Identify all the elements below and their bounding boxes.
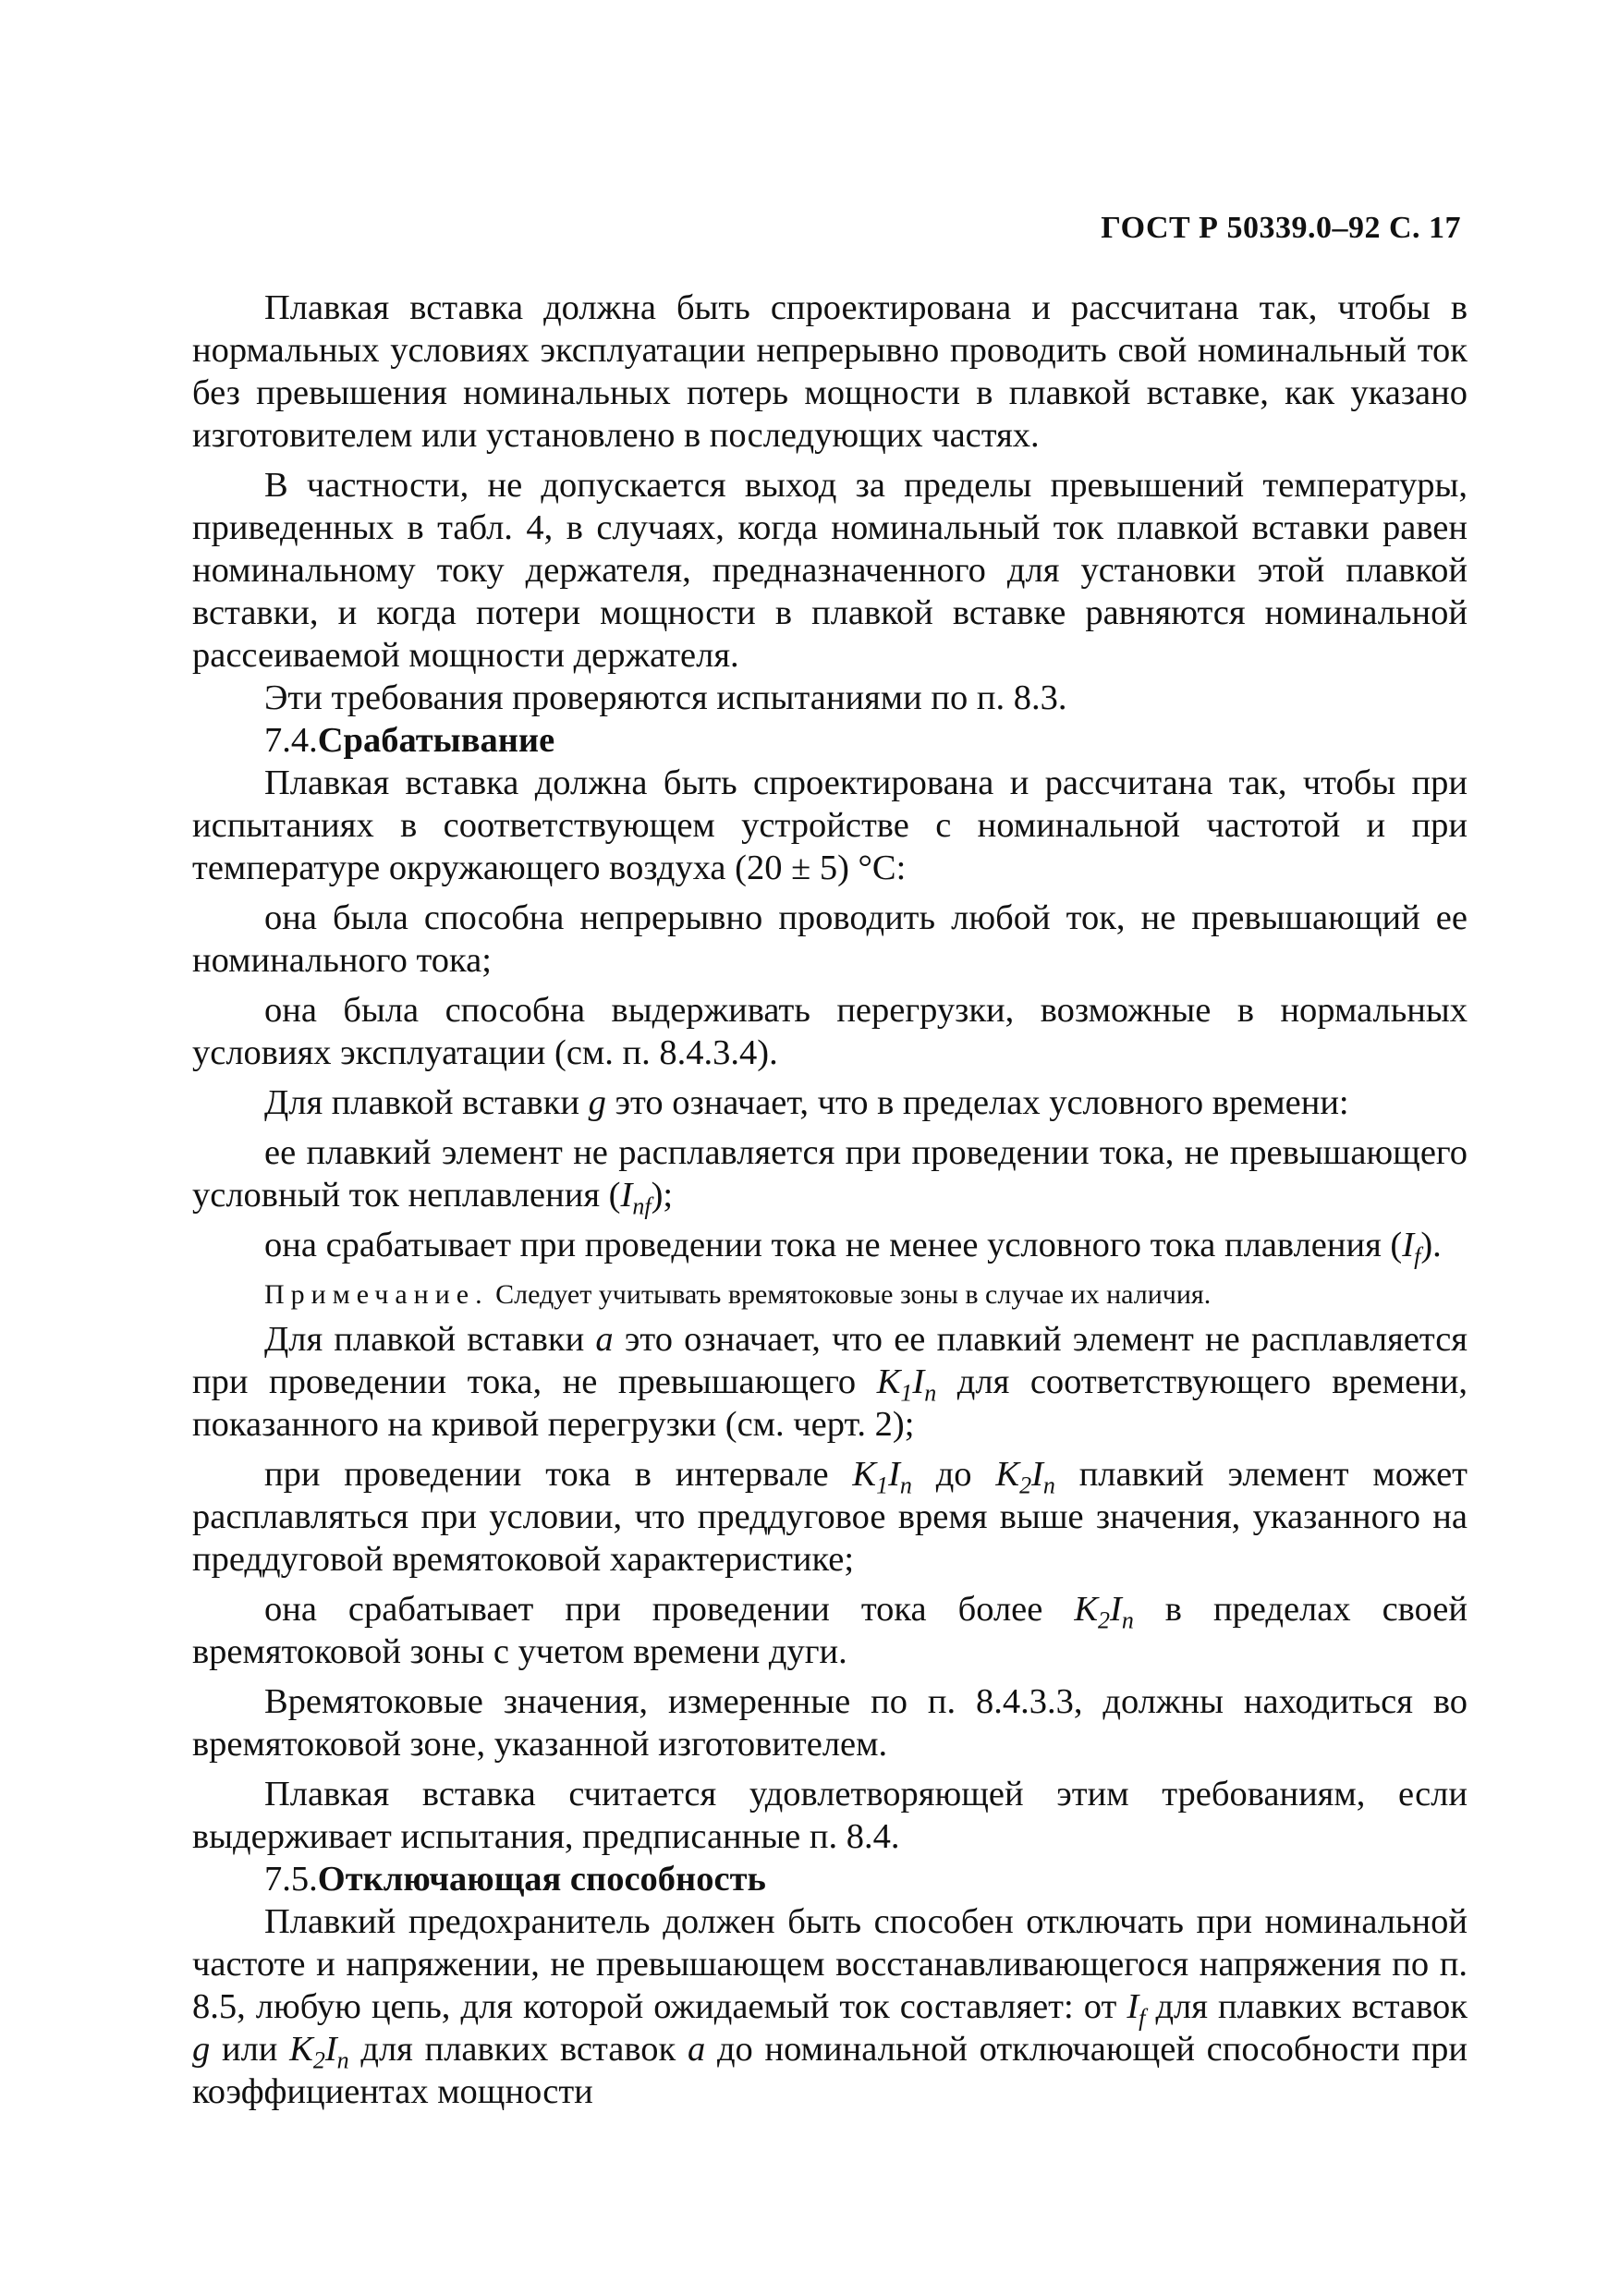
section-number: 7.5. — [264, 1860, 318, 1899]
section-heading-7-5 — [192, 1858, 1468, 1900]
paragraph: Плавкий предохранитель должен быть способен отключать при номинальной частоте и напряжении, не превышающем восстанавливающегося напряжения по п. 8.5, любую цепь, для которой ожидаемый ток составляет: от $I_f$ для плавких вставок g или $K_2I_n$ для плавких вставок a до номинальной отключающей способности при коэффициентах мощности — [192, 1902, 1468, 2111]
page-header: ГОСТ Р 50339.0–92 С. 17 — [1101, 211, 1461, 245]
paragraph: она срабатывает при проведении тока не менее условного тока плавления $(I_f)$. — [264, 1226, 1442, 1270]
paragraph: Для плавкой вставки g это означает, что в пределах условного времени: — [264, 1083, 1349, 1122]
paragraph: Плавкая вставка должна быть спроектирована и рассчитана так, чтобы в нормальных условиях эксплуатации непрерывно проводить свой номинальный ток без превышения номинальных потерь мощности в плавкой вставке, как указано изготовителем или установлено в последующих частях. — [192, 288, 1468, 455]
section-heading-7-4 — [192, 719, 1468, 762]
paragraph: при проведении тока в интервале $K_1I_n$ до $K_2I_n$ плавкий элемент может расплавляться при условии, что преддуговое время выше значения, указанного на преддуговой времятоковой характеристике; — [192, 1455, 1468, 1579]
paragraph: она была способна непрерывно проводить любой ток, не превышающий ее номинального тока; — [192, 898, 1468, 980]
paragraph: ее плавкий элемент не расплавляется при проведении тока, не превышающего условный ток неплавления $(I_{nf})$; — [192, 1133, 1468, 1220]
paragraph: она была способна выдерживать перегрузки, возможные в нормальных условиях эксплуатации (см. п. 8.4.3.4). — [192, 991, 1468, 1072]
paragraph: Времятоковые значения, измеренные по п. 8.4.3.3, должны находиться во времятоковой зоне, указанной изготовителем. — [192, 1682, 1468, 1764]
paragraph: Плавкая вставка должна быть спроектирована и рассчитана так, чтобы при испытаниях в соответствующем устройстве с номинальной частотой и при температуре окружающего воздуха (20 ± 5) °С: — [192, 763, 1468, 887]
section-number: 7.4. — [264, 721, 318, 760]
paragraph: она срабатывает при проведении тока более $K_2I_n$ в пределах своей времятоковой зоны с учетом времени дуги. — [192, 1590, 1468, 1671]
paragraph: Для плавкой вставки a это означает, что ее плавкий элемент не расплавляется при проведении тока, не превышающего $K_1I_n$ для соответствующего времени, показанного на кривой перегрузки (см. черт. 2); — [192, 1320, 1468, 1444]
note-label: Примечание. — [264, 1279, 489, 1310]
section-title: Срабатывание — [317, 721, 555, 760]
note-text: Следует учитывать времятоковые зоны в случае их наличия. — [488, 1279, 1212, 1310]
section-title: Отключающая способность — [317, 1860, 766, 1899]
document-body — [192, 287, 1468, 2113]
note — [192, 1274, 1468, 1316]
paragraph: В частности, не допускается выход за пределы превышений температуры, приведенных в табл. 4, в случаях, когда номинальный ток плавкой вставки равен номинальному току держателя, предназначенного для установки этой плавкой вставки, и когда потери мощности в плавкой вставке равняются номинальной рассеиваемой мощности держателя. — [192, 466, 1468, 675]
paragraph: Эти требования проверяются испытаниями по п. 8.3. — [264, 678, 1067, 717]
paragraph: Плавкая вставка считается удовлетворяющей этим требованиям, если выдерживает испытания, предписанные п. 8.4. — [192, 1775, 1468, 1856]
